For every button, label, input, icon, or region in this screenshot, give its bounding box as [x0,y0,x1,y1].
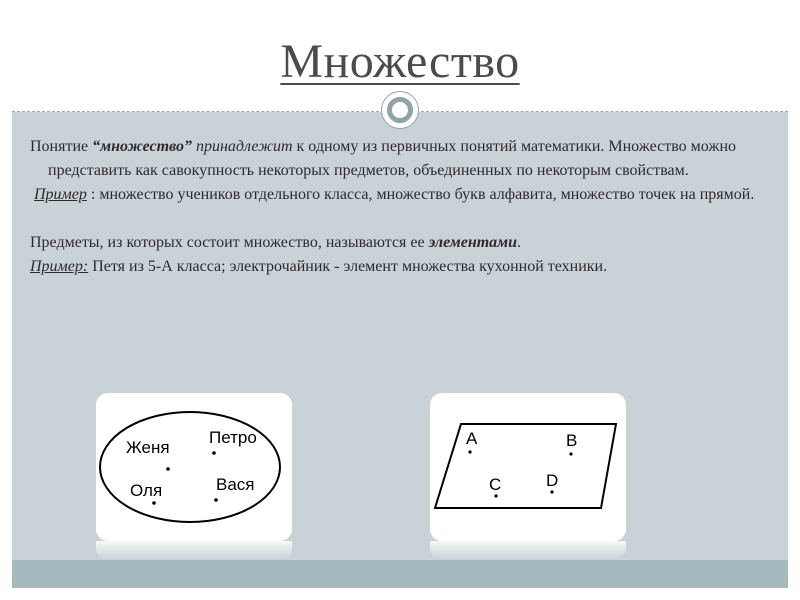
name-label-vasya: Вася [216,475,255,494]
set-parallelogram [435,424,616,508]
point-dot-a [468,450,471,453]
name-dot-olya [152,501,156,505]
example-paragraph-1 [30,183,780,207]
slide-body [30,135,780,279]
definition-term: “множество” [92,138,192,155]
points-set-card [430,393,626,541]
slide-title: Множество [280,35,520,88]
name-label-zhenya: Женя [126,438,170,457]
point-label-d: D [546,471,559,490]
example-text-1: : множество учеников отдельного класса, множество букв алфавита, множество точек на прямой. [86,186,755,203]
name-label-olya: Оля [130,481,163,500]
definition-text-2: к одному из первичных понятий математики. Множество можно представить как савокупность некоторых предметов, объединенных по некоторым свойствам. [48,138,736,179]
points-set-diagram [430,393,626,541]
example-label-1: Пример [34,186,87,203]
point-dot-c [494,494,497,497]
example-paragraph-2 [30,255,780,279]
definition-verb: принадлежит [195,138,293,155]
point-label-b: B [566,431,578,450]
example-text-2: Петя из 5-А класса; электрочайник - элемент множества кухонной техники. [88,258,608,275]
names-card-reflection [96,541,292,560]
point-dot-b [569,452,572,455]
elements-text-1: Предметы, из которых состоит множество, называются ее [30,234,429,251]
names-set-diagram [96,393,292,541]
ring-ornament-icon [381,91,419,129]
example-label-2: Пример: [30,258,89,275]
name-dot-vasya [214,498,218,502]
names-set-card [96,393,292,541]
bottom-band [12,560,788,588]
elements-paragraph [30,231,780,255]
name-label-petro: Петро [209,428,257,447]
elements-term: элементами [428,234,518,251]
name-dot-zhenya [166,467,170,471]
point-label-c: C [489,475,502,494]
paragraph-gap [30,207,780,231]
definition-paragraph [30,135,780,183]
point-dot-d [550,490,553,493]
point-label-a: A [466,429,478,448]
elements-text-2: . [517,234,522,251]
definition-text-1: Понятие [30,138,93,155]
name-dot-petro [212,451,216,455]
points-card-reflection [430,541,626,560]
